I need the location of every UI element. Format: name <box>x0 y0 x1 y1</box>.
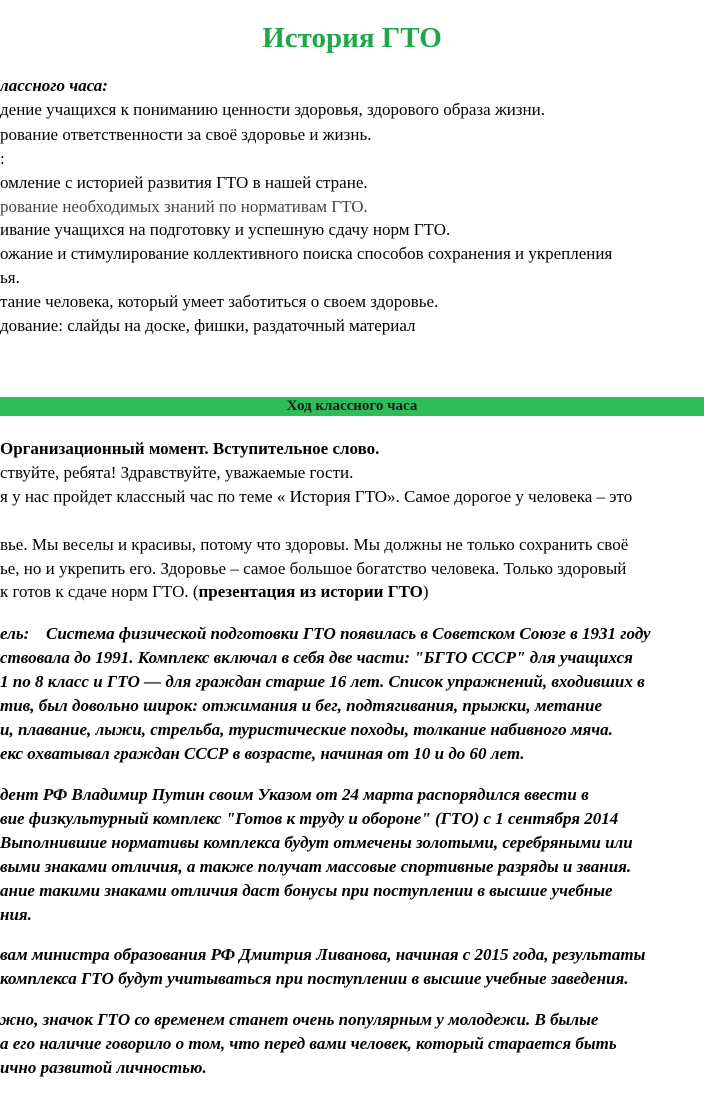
decree-line: ния. <box>0 905 32 924</box>
intro-line <box>0 581 429 603</box>
history-line: и, плавание, лыжи, стрельба, туристические походы, толкание набивного мяча. <box>0 720 613 739</box>
intro-line: ствуйте, ребята! Здравствуйте, уважаемые гости. <box>0 463 354 482</box>
presentation-note: презентация из истории ГТО <box>198 582 423 601</box>
history-line: екс охватывал граждан СССР в возрасте, начиная от 10 и до 60 лет. <box>0 744 525 763</box>
history-line: тив, был довольно широк: отжимания и бег, подтягивания, прыжки, метание <box>0 696 602 715</box>
history-line: Система физической подготовки ГТО появилась в Советском Союзе в 1931 году <box>46 624 651 643</box>
intro-line: ье, но и укрепить его. Здоровье – самое большое богатство человека. Только здоровый <box>0 559 627 578</box>
history-line: ствовала до 1991. Комплекс включал в себя две части: "БГТО СССР" для учащихся <box>0 648 633 667</box>
task-line: омление с историей развития ГТО в нашей стране. <box>0 173 368 192</box>
page-title: История ГТО <box>262 22 442 54</box>
task-line: тание человека, который умеет заботиться о своем здоровье. <box>0 292 439 311</box>
minister-line: вам министра образования РФ Дмитрия Ливанова, начиная с 2015 года, результаты <box>0 945 646 964</box>
teacher-label: ель: <box>0 624 30 643</box>
task-line: рование необходимых знаний по нормативам ГТО. <box>0 197 368 216</box>
badge-line: а его наличие говорило о том, что перед вами человек, который старается быть <box>0 1034 617 1053</box>
intro-line: вье. Мы веселы и красивы, потому что здоровы. Мы должны не только сохранить своё <box>0 535 629 554</box>
badge-line: ично развитой личностью. <box>0 1058 207 1077</box>
decree-line: Выполнившие нормативы комплекса будут отмечены золотыми, серебряными или <box>0 833 633 852</box>
decree-line: вие физкультурный комплекс "Готов к труду и обороне" (ГТО) с 1 сентября 2014 <box>0 809 619 828</box>
intro-line-text: к готов к сдаче норм ГТО. ( <box>0 582 199 601</box>
task-line: ожание и стимулирование коллективного поиска способов сохранения и укрепления <box>0 244 613 263</box>
decree-line: дент РФ Владимир Путин своим Указом от 24 марта распорядился ввести в <box>0 785 589 804</box>
equipment-line: дование: слайды на доске, фишки, раздаточный материал <box>0 316 416 335</box>
intro-line-end: ) <box>422 582 429 601</box>
badge-line: жно, значок ГТО со временем станет очень популярным у молодежи. В былые <box>0 1010 599 1029</box>
decree-line: выми знаками отличия, а также получат массовые спортивные разряды и звания. <box>0 857 632 876</box>
history-line: 1 по 8 класс и ГТО — для граждан старше 16 лет. Список упражнений, входивших в <box>0 672 645 691</box>
task-line: ья. <box>0 268 20 287</box>
goal-line: дение учащихся к пониманию ценности здоровья, здорового образа жизни. <box>0 100 545 119</box>
section-bar <box>0 397 704 416</box>
section-bar-label: Ход классного часа <box>286 398 418 414</box>
goal-line: рование ответственности за своё здоровье и жизнь. <box>0 125 372 144</box>
goals-heading: лассного часа: <box>0 76 108 95</box>
intro-heading: Организационный момент. Вступительное слово. <box>0 439 380 458</box>
minister-line: комплекса ГТО будут учитываться при поступлении в высшие учебные заведения. <box>0 969 629 988</box>
decree-line: ание такими знаками отличия даст бонусы при поступлении в высшие учебные <box>0 881 613 900</box>
task-line: ивание учащихся на подготовку и успешную сдачу норм ГТО. <box>0 220 451 239</box>
tasks-heading: : <box>0 149 5 168</box>
intro-line: я у нас пройдет классный час по теме « История ГТО». Самое дорогое у человека – это <box>0 487 633 506</box>
